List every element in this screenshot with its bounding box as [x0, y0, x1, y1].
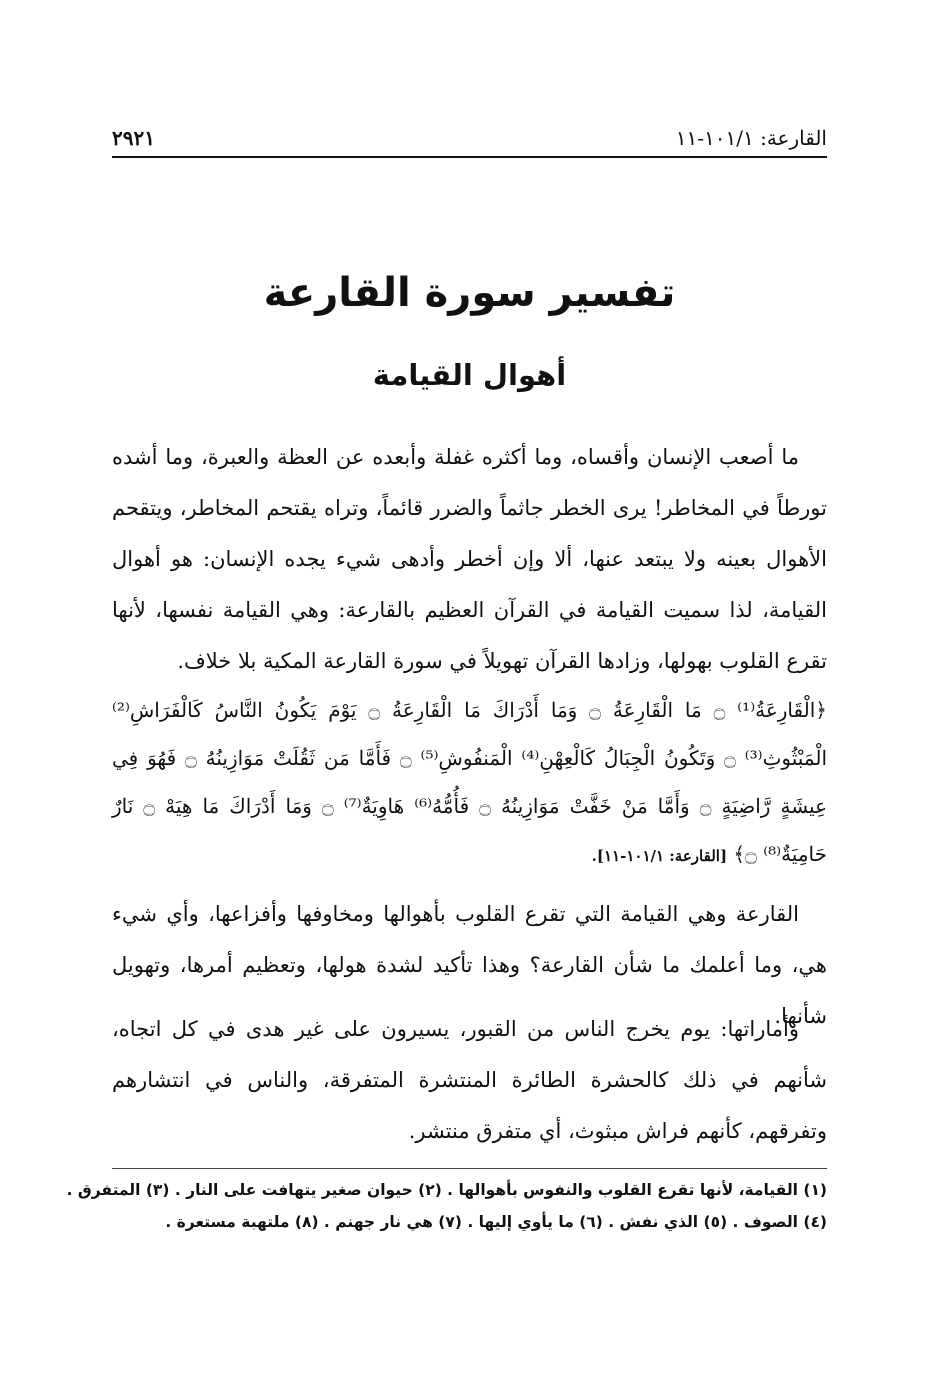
page-title: تفسير سورة القارعة — [263, 270, 676, 316]
commentary-paragraph-1: القارعة وهي القيامة التي تقرع القلوب بأهوالها ومخاوفها وأفزاعها، وأي شيء هي، وما أعلمك ما شأن القارعة؟ وهذا تأكيد لشدة هولها، وتعظيم أمرها، وتهويل شأنها. — [112, 902, 827, 1028]
section-subtitle: أهوال القيامة — [372, 358, 567, 392]
verses-citation: [القارعة: ١٠١/١-١١]. — [591, 847, 728, 865]
footnote-line: (١) القيامة، لأنها تقرع القلوب والنفوس بأهوالها . (٢) حيوان صغير يتهافت على النار . (٣) المتفرق . — [66, 1181, 827, 1199]
commentary-paragraph-2: وأماراتها: يوم يخرج الناس من القبور، يسيرون على غير هدى في كل اتجاه، شأنهم في ذلك كالحشرة الطائرة المنتشرة المتفرقة، والناس في انتشارهم وتفرقهم، كأنهم فراش مبثوث، أي متفرق منتشر. — [112, 1017, 827, 1143]
commentary-section-2 — [112, 1004, 827, 1157]
quran-verses-block — [112, 686, 827, 880]
surah-reference: القارعة: ١٠١/١-١١ — [675, 126, 827, 150]
running-header — [112, 110, 827, 158]
footnote-divider — [112, 1168, 827, 1169]
footnote-line: (٤) الصوف . (٥) الذي نفش . (٦) ما يأوي إليها . (٧) هي نار جهنم . (٨) ملتهبة مستعرة . — [165, 1213, 827, 1231]
footnotes — [66, 1174, 827, 1238]
quran-verses-text: ﴿الْقَارِعَةُ⁽¹⁾ ۝ مَا الْقَارِعَةُ ۝ وَمَا أَدْرَاكَ مَا الْقَارِعَةُ ۝ يَوْمَ يَكُونُ النَّاسُ كَالْفَرَاشِ⁽²⁾ الْمَبْثُوثِ⁽³⁾ ۝ وَتَكُونُ الْجِبَالُ كَالْعِهْنِ⁽⁴⁾ الْمَنفُوشِ⁽⁵⁾ ۝ فَأَمَّا مَن ثَقُلَتْ مَوَازِينُهُ ۝ فَهُوَ فِي عِيشَةٍ رَّاضِيَةٍ ۝ وَأَمَّا مَنْ خَفَّتْ مَوَازِينُهُ ۝ فَأُمُّهُ⁽⁶⁾ هَاوِيَةٌ⁽⁷⁾ ۝ وَمَا أَدْرَاكَ مَا هِيَهْ ۝ نَارٌ حَامِيَةٌ⁽⁸⁾ ۝﴾ — [112, 698, 828, 866]
intro-section — [112, 432, 827, 687]
page-number: ٢٩٢١ — [112, 126, 155, 150]
intro-paragraph: ما أصعب الإنسان وأقساه، وما أكثره غفلة وأبعده عن العظة والعبرة، وما أشده تورطاً في المخاطر! يرى الخطر جاثماً والضرر قائماً، وتراه يقتحم المخاطر، ويتقحم الأهوال بعينه ولا يبتعد عنها، ألا وإن أخطر وأدهى شيء يجده الإنسان: هو أهوال القيامة، لذا سميت القيامة في القرآن العظيم بالقارعة: وهي القيامة نفسها، لأنها تقرع القلوب بهولها، وزادها القرآن تهويلاً في سورة القارعة المكية بلا خلاف. — [112, 445, 827, 673]
